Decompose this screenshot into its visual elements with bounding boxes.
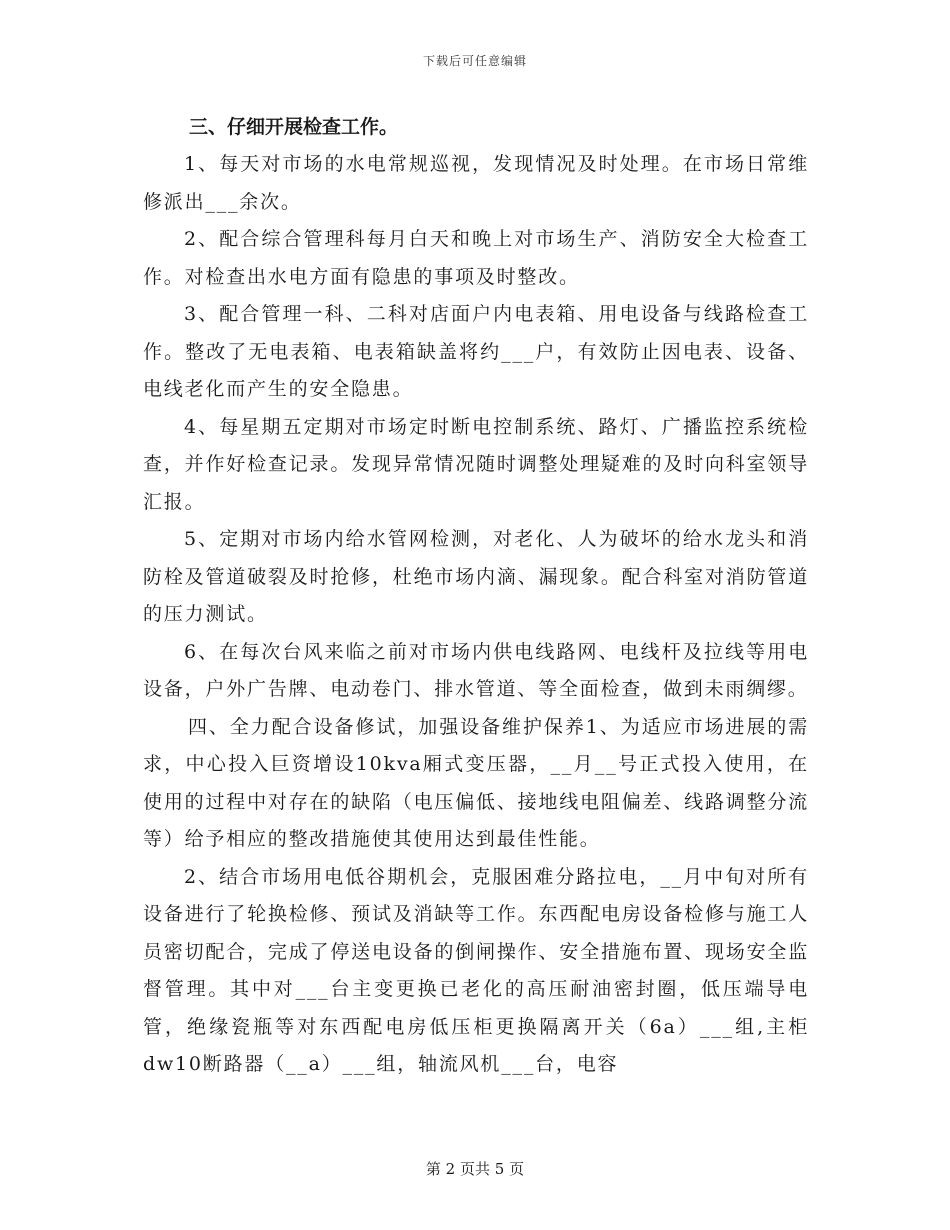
page-number: 第 2 页共 5 页	[425, 1160, 525, 1178]
paragraph-item-5: 5、定期对市场内给水管网检测，对老化、人为破坏的给水龙头和消防栓及管道破裂及时抢修，杜绝市场内滴、漏现象。配合科室对消防管道的压力测试。	[143, 528, 809, 625]
paragraph-item-1: 1、每天对市场的水电常规巡视，发现情况及时处理。在市场日常维修派出___余次。	[143, 153, 809, 213]
paragraph-item-3: 3、配合管理一科、二科对店面户内电表箱、用电设备与线路检查工作。整改了无电表箱、电表箱缺盖将约___户，有效防止因电表、设备、电线老化而产生的安全隐患。	[143, 303, 809, 400]
paragraph-item-2: 2、配合综合管理科每月白天和晚上对市场生产、消防安全大检查工作。对检查出水电方面有隐患的事项及时整改。	[143, 228, 809, 288]
paragraph-item-6: 6、在每次台风来临之前对市场内供电线路网、电线杆及拉线等用电设备，户外广告牌、电动卷门、排水管道、等全面检查，做到未雨绸缪。	[143, 640, 809, 700]
paragraph-item-4: 4、每星期五定期对市场定时断电控制系统、路灯、广播监控系统检查，并作好检查记录。发现异常情况随时调整处理疑难的及时向科室领导汇报。	[143, 415, 809, 513]
paragraph-section-4: 四、全力配合设备修试，加强设备维护保养1、为适应市场进展的需求，中心投入巨资增设10kva厢式变压器，__月__号正式投入使用，在使用的过程中对存在的缺陷（电压偏低、接地线电阻偏差、线路调整分流等）给予相应的整改措施使其使用达到最佳性能。	[143, 715, 809, 850]
section-heading: 三、仔细开展检查工作。	[189, 116, 399, 138]
document-body	[143, 108, 809, 1084]
page-header-note: 下载后可任意编辑	[422, 54, 527, 68]
paragraph-section-4-item-2: 2、结合市场用电低谷期机会，克服困难分路拉电，__月中旬对所有设备进行了轮换检修、预试及消缺等工作。东西配电房设备检修与施工人员密切配合，完成了停送电设备的倒闸操作、安全措施布置、现场安全监督管理。其中对___台主变更换已老化的高压耐油密封圈，低压端导电管，绝缘瓷瓶等对东西配电房低压柜更换隔离开关（6a）___组,主柜dw10断路器（__a）___组，轴流风机___台，电容	[143, 865, 809, 1075]
